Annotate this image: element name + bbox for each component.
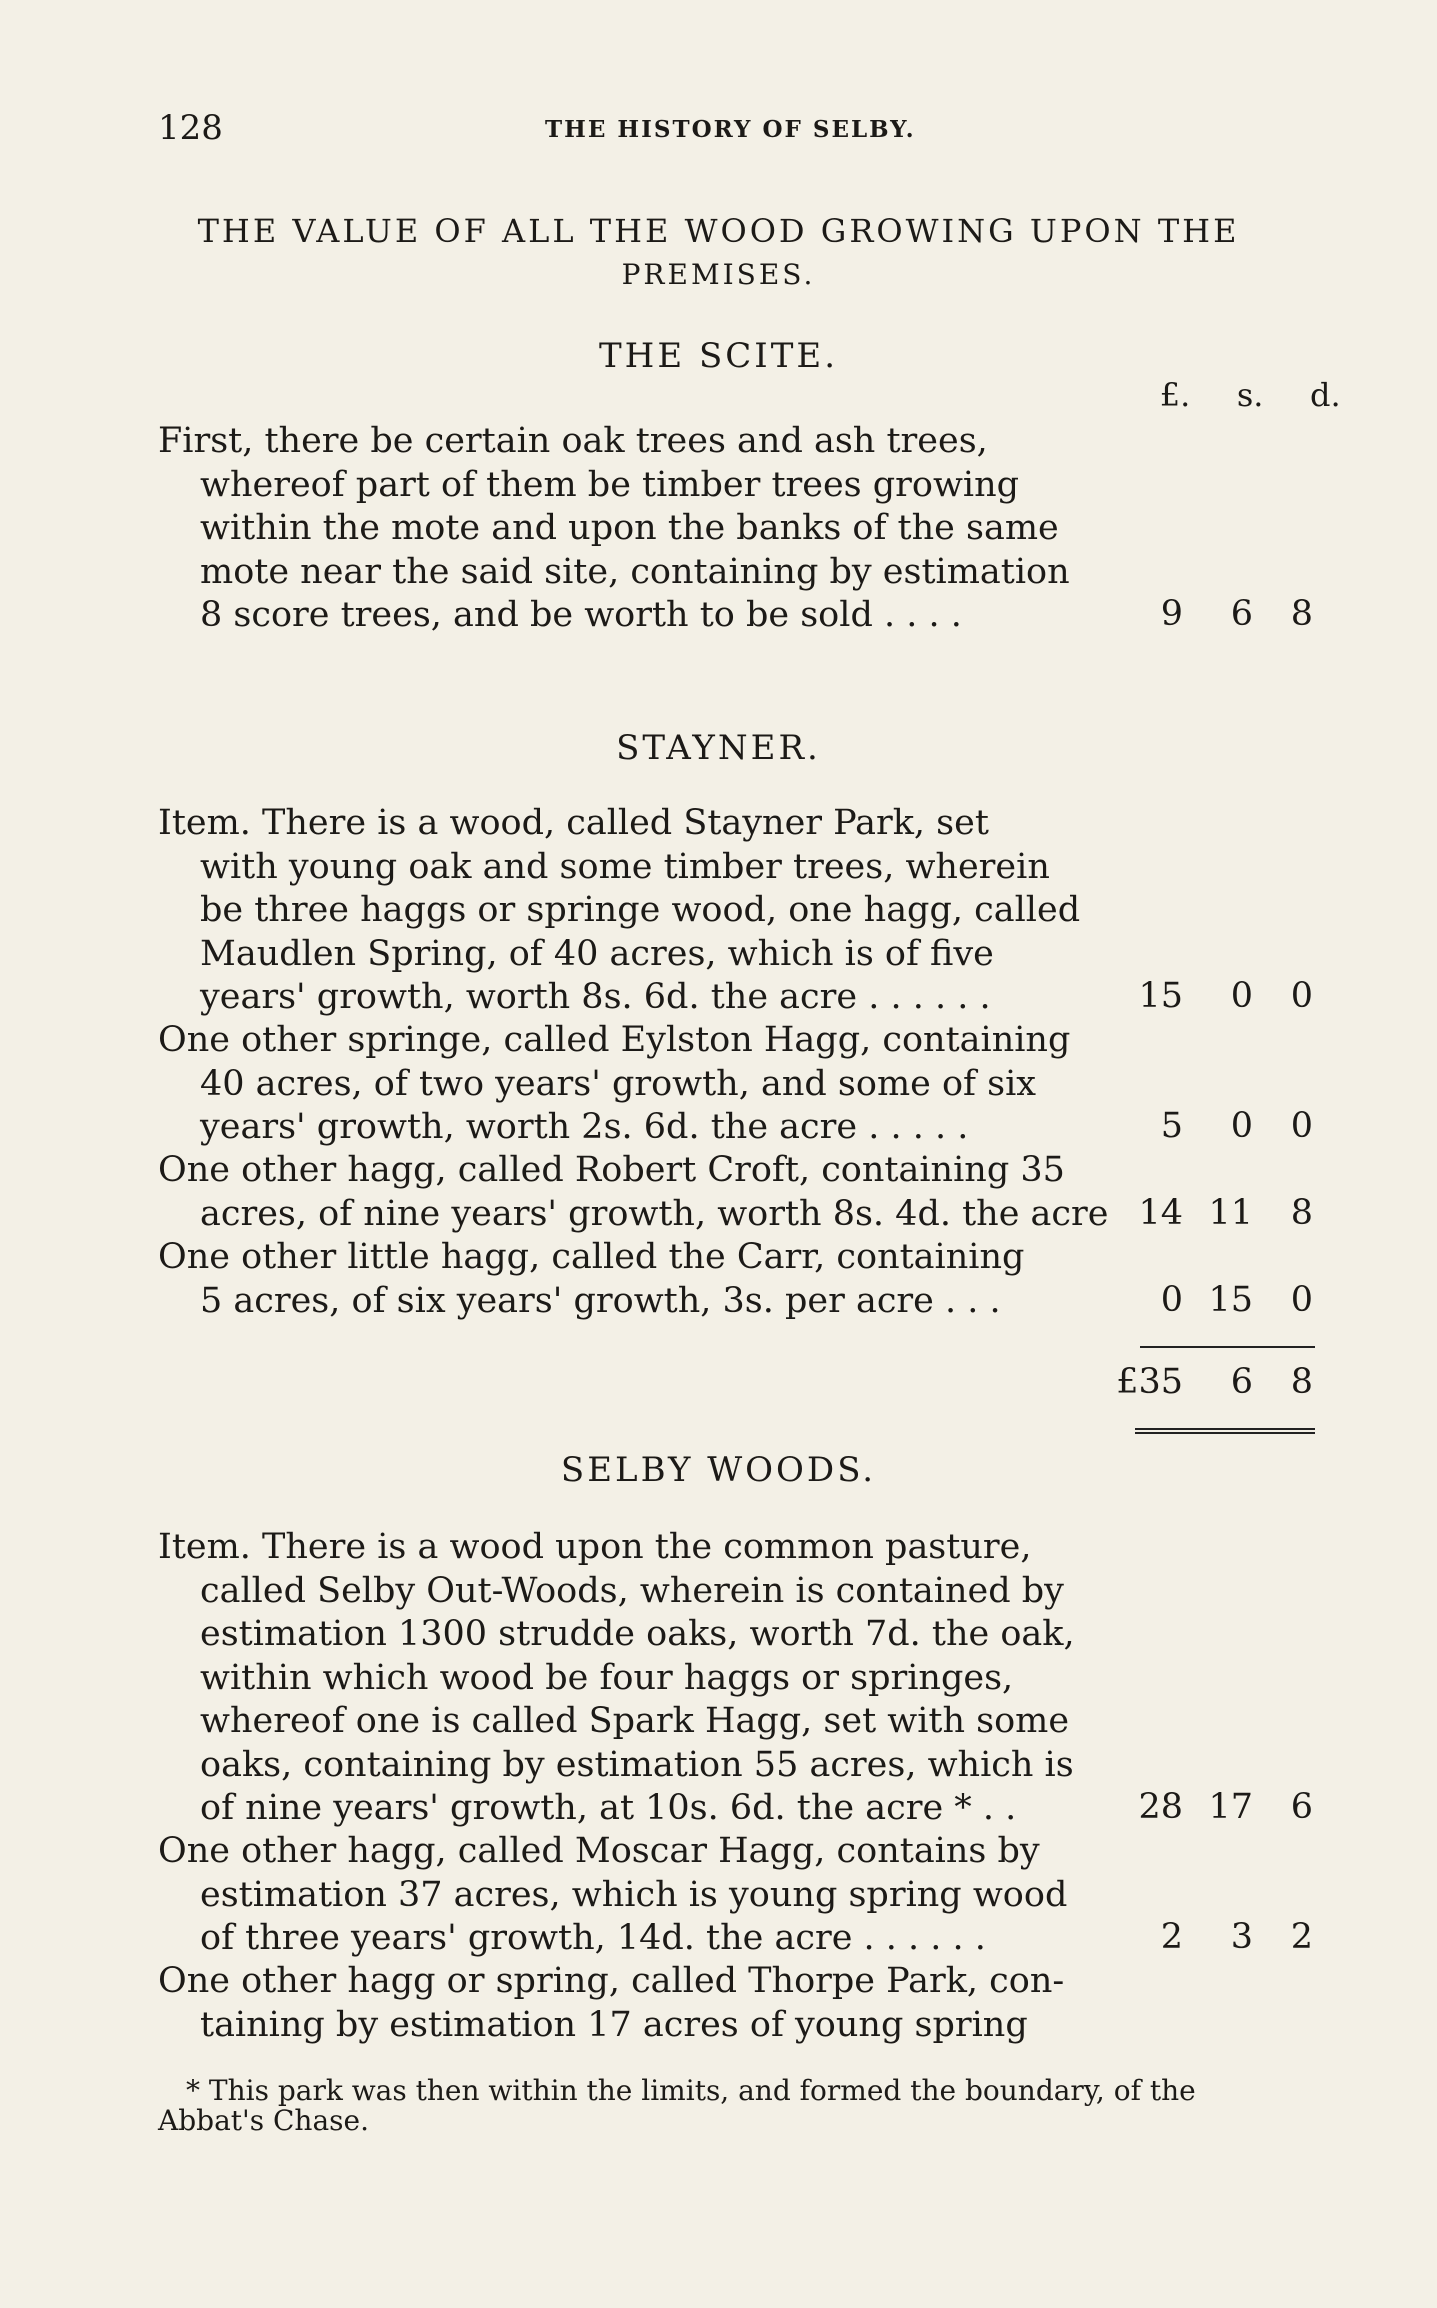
entry-line: 5 acres, of six years' growth, 3s. per acre . . .: [200, 1280, 1001, 1321]
currency-column-heads: [1145, 376, 1355, 414]
entry-line: 40 acres, of two years' growth, and some of six: [200, 1063, 1037, 1104]
sum-rule: [1140, 1346, 1315, 1348]
amount-stayner-2: [1123, 1106, 1313, 1146]
entry-line: 8 score trees, and be worth to be sold . . . .: [200, 595, 962, 635]
footnote-line-1: * This park was then within the limits, and formed the boundary, of the: [186, 2074, 1196, 2107]
entry-line: estimation 1300 strudde oaks, worth 7d. the oak,: [200, 1614, 1075, 1654]
amount-shillings: 17: [1208, 1787, 1253, 1827]
amount-scite-1: [1123, 594, 1313, 634]
entry-stayner-3: [158, 1149, 1118, 1236]
entry-line: Maudlen Spring, of 40 acres, which is of five: [200, 933, 994, 974]
entry-selby-2: [158, 1830, 1118, 1961]
entry-line: oaks, containing by estimation 55 acres, which is: [200, 1744, 1074, 1785]
entry-selby-3: [158, 1960, 1118, 2047]
section-heading-selby-woods: SELBY WOODS.: [560, 1450, 877, 1490]
amount-stayner-4: [1123, 1280, 1313, 1320]
entry-stayner-1: [158, 802, 1118, 1020]
amount-selby-2: [1123, 1917, 1313, 1957]
entry-line: be three haggs or springe wood, one hagg, called: [200, 890, 1081, 930]
entry-line: Item. There is a wood upon the common pasture,: [158, 1527, 1032, 1567]
pounds-head: £.: [1159, 376, 1191, 414]
amount-shillings: 0: [1230, 1106, 1253, 1146]
running-head: THE HISTORY OF SELBY.: [545, 116, 916, 143]
amount-shillings: 0: [1230, 976, 1253, 1016]
pence-head: d.: [1310, 376, 1341, 414]
amount-pence: 0: [1290, 976, 1313, 1016]
amount-selby-1: [1123, 1787, 1313, 1827]
total-rule-2: [1135, 1432, 1315, 1434]
entry-line: One other springe, called Eylston Hagg, containing: [158, 1020, 1071, 1060]
amount-pence: 2: [1290, 1917, 1313, 1957]
entry-line: First, there be certain oak trees and ash trees,: [158, 421, 988, 461]
amount-shillings: 11: [1208, 1193, 1253, 1233]
section-heading-scite: THE SCITE.: [599, 336, 838, 376]
amount-pounds: 15: [1138, 976, 1183, 1016]
total-shillings: 6: [1230, 1362, 1253, 1402]
shillings-head: s.: [1236, 376, 1264, 414]
amount-pounds: 5: [1160, 1106, 1183, 1146]
entry-line: whereof one is called Spark Hagg, set with some: [200, 1701, 1070, 1741]
entry-line: One other hagg, called Moscar Hagg, contains by: [158, 1831, 1040, 1871]
amount-shillings: 15: [1208, 1280, 1253, 1320]
total-pounds: £35: [1116, 1362, 1183, 1402]
entry-line: with young oak and some timber trees, wherein: [200, 846, 1050, 887]
entry-line: whereof part of them be timber trees growing: [200, 464, 1020, 505]
total-rule-1: [1135, 1428, 1315, 1430]
entry-line: One other hagg or spring, called Thorpe Park, con-: [158, 1961, 1065, 2001]
amount-shillings: 6: [1230, 594, 1253, 634]
entry-scite-1: [158, 420, 1118, 638]
page-title-line-1: THE VALUE OF ALL THE WOOD GROWING UPON THE: [197, 212, 1240, 250]
amount-pence: 8: [1290, 1193, 1313, 1233]
amount-pence: 0: [1290, 1106, 1313, 1146]
amount-pounds: 28: [1138, 1787, 1183, 1827]
entry-stayner-4: [158, 1236, 1118, 1323]
entry-line: called Selby Out-Woods, wherein is contained by: [200, 1570, 1064, 1611]
entry-line: years' growth, worth 8s. 6d. the acre . . . . . .: [200, 977, 991, 1017]
entry-line: One other hagg, called Robert Croft, containing 35: [158, 1150, 1065, 1190]
amount-stayner-1: [1123, 976, 1313, 1016]
amount-pence: 0: [1290, 1280, 1313, 1320]
amount-pounds: 14: [1138, 1193, 1183, 1233]
entry-line: Item. There is a wood, called Stayner Park, set: [158, 803, 989, 843]
entry-line: within which wood be four haggs or springes,: [200, 1657, 1014, 1698]
entry-line: within the mote and upon the banks of the same: [200, 508, 1059, 548]
stayner-total: [1098, 1362, 1313, 1402]
amount-pence: 6: [1290, 1787, 1313, 1827]
entry-line: acres, of nine years' growth, worth 8s. 4d. the acre: [200, 1193, 1109, 1234]
section-heading-stayner: STAYNER.: [616, 728, 821, 768]
amount-pounds: 2: [1160, 1917, 1183, 1957]
entry-line: taining by estimation 17 acres of young spring: [200, 2004, 1028, 2045]
amount-pounds: 9: [1160, 594, 1183, 634]
footnote-line-2: Abbat's Chase.: [158, 2104, 369, 2137]
amount-pounds: 0: [1160, 1280, 1183, 1320]
amount-stayner-3: [1123, 1193, 1313, 1233]
entry-stayner-2: [158, 1019, 1118, 1150]
entry-selby-1: [158, 1526, 1118, 1831]
entry-line: of nine years' growth, at 10s. 6d. the acre * . .: [200, 1788, 1017, 1828]
amount-pence: 8: [1290, 594, 1313, 634]
page-number: 128: [158, 108, 223, 148]
entry-line: years' growth, worth 2s. 6d. the acre . . . . .: [200, 1107, 969, 1147]
entry-line: mote near the said site, containing by estimation: [200, 551, 1070, 592]
amount-shillings: 3: [1230, 1917, 1253, 1957]
footnote: [158, 2076, 1196, 2136]
total-pence: 8: [1290, 1362, 1313, 1402]
entry-line: of three years' growth, 14d. the acre . . . . . .: [200, 1918, 986, 1958]
entry-line: One other little hagg, called the Carr, containing: [158, 1237, 1025, 1277]
page-title-line-2: PREMISES.: [621, 258, 816, 291]
entry-line: estimation 37 acres, which is young spring wood: [200, 1874, 1068, 1915]
